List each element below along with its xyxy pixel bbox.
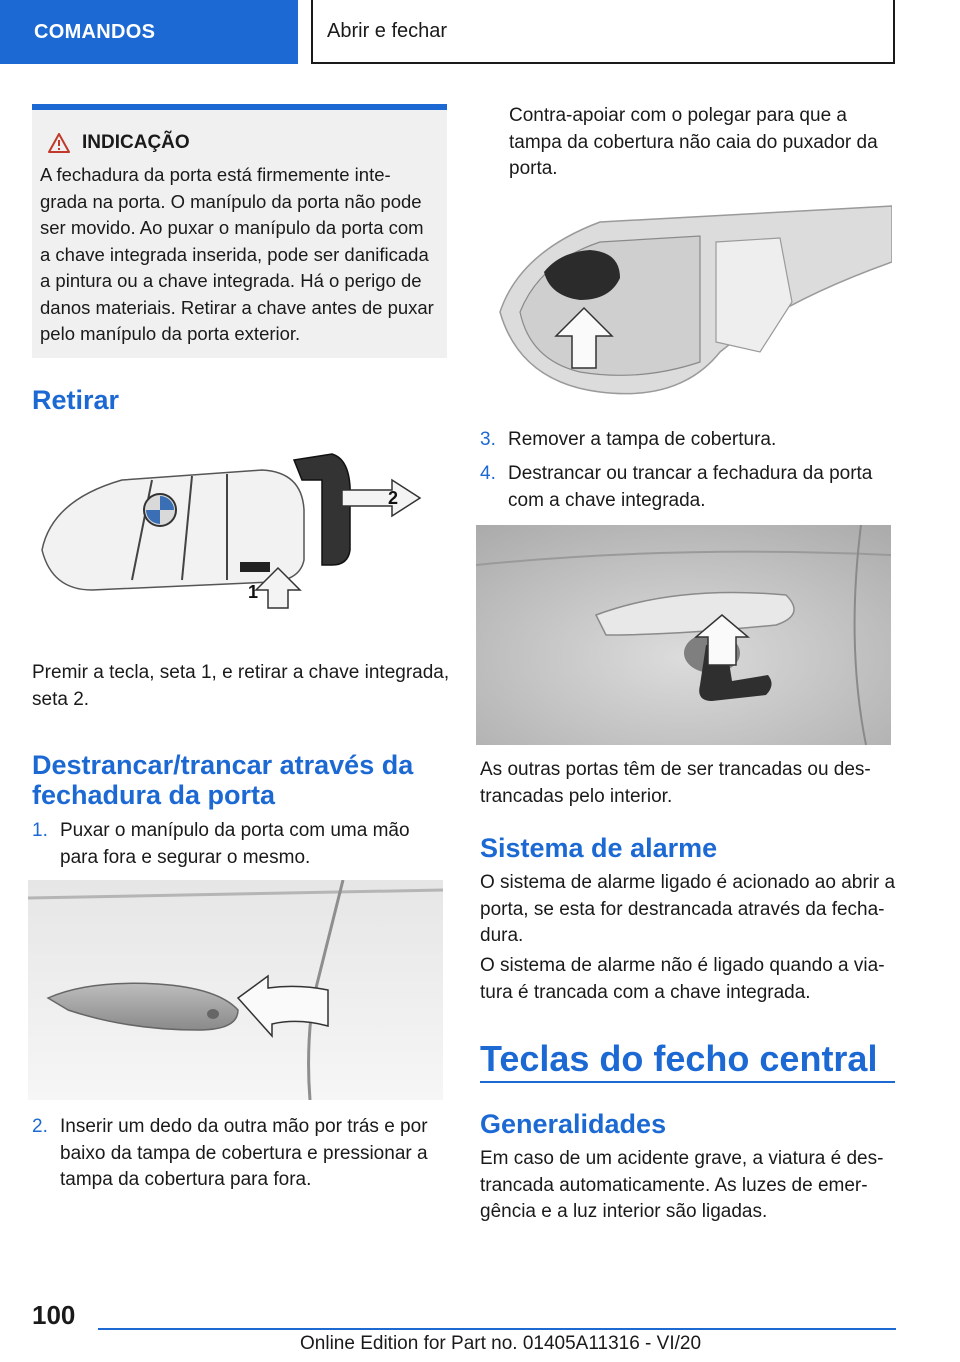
heading-destrancar	[32, 750, 452, 810]
step-2	[32, 1114, 452, 1194]
step-line: Inserir um dedo da outra mão por trás e por	[60, 1116, 428, 1137]
alarm-paragraph-2	[480, 953, 900, 1006]
text-line: Em caso de um acidente grave, a viatura é des-	[480, 1148, 884, 1169]
heading-line: Destrancar/trancar através da	[32, 750, 414, 780]
text-line: Contra-apoiar com o polegar para que a	[509, 105, 847, 126]
text-line: O sistema de alarme ligado é acionado ao abrir a	[480, 872, 896, 893]
heading-alarm: Sistema de alarme	[480, 833, 718, 863]
section-tab	[0, 0, 298, 64]
figure-key-in-lock	[476, 525, 891, 745]
key-fob-illustration	[32, 440, 442, 636]
key-lock-illustration	[476, 525, 891, 745]
text-line: seta 2.	[32, 688, 90, 710]
text-line: Premir a tecla, seta 1, e retirar a chave integrada,	[32, 662, 450, 683]
step-line: tampa da cobertura para fora.	[60, 1169, 312, 1190]
footer-edition: Online Edition for Part no. 01405A11316 - VI/20	[300, 1333, 702, 1354]
step-3	[480, 427, 900, 454]
figure-label-2: 2	[388, 488, 399, 508]
chapter-header	[311, 0, 895, 64]
warning-title-row	[48, 132, 437, 154]
text-line: trancada automaticamente. As luzes de emer-	[480, 1174, 868, 1196]
section-title: COMANDOS	[34, 20, 156, 43]
figure-key-removal	[32, 440, 442, 636]
warning-text	[40, 162, 437, 348]
step-number: 3.	[480, 429, 496, 450]
chapter-title: Abrir e fechar	[327, 19, 448, 42]
text-line: porta.	[509, 158, 558, 179]
step-number: 2.	[32, 1116, 48, 1137]
heading-teclas: Teclas do fecho central	[480, 1038, 878, 1079]
step-4	[480, 461, 900, 514]
warning-box	[32, 104, 447, 358]
warning-line: ser movido. Ao puxar o manípulo da porta com	[40, 217, 424, 238]
step-number: 4.	[480, 463, 496, 484]
other-doors-text	[480, 757, 900, 810]
warning-line: grada na porta. O manípulo da porta não pode	[40, 190, 422, 212]
alarm-paragraph-1	[480, 870, 900, 950]
text-line: O sistema de alarme não é ligado quando a via-	[480, 955, 885, 976]
step-line: Remover a tampa de cobertura.	[508, 429, 777, 450]
footer-rule	[98, 1328, 896, 1330]
warning-line: pelo manípulo da porta exterior.	[40, 323, 301, 344]
page-number: 100	[32, 1300, 76, 1330]
step-line: para fora e segurar o mesmo.	[60, 846, 311, 868]
step-line: Puxar o manípulo da porta com uma mão	[60, 820, 410, 841]
text-line: As outras portas têm de ser trancadas ou des-	[480, 759, 871, 780]
general-text	[480, 1146, 900, 1226]
text-line: gência e a luz interior são ligadas.	[480, 1201, 768, 1222]
heading-general: Generalidades	[480, 1109, 667, 1139]
text-line: porta, se esta for destrancada através da fecha-	[480, 898, 885, 920]
figure-cover-cap	[480, 192, 892, 406]
text-line: trancadas pelo interior.	[480, 785, 673, 807]
step-number: 1.	[32, 820, 48, 841]
warning-line: a chave integrada inserida, pode ser danificada	[40, 243, 429, 265]
text-line: tampa da cobertura não caia do puxador da	[509, 131, 878, 153]
warning-line: danos materiais. Retirar a chave antes de puxar	[40, 296, 434, 318]
step-1	[32, 818, 452, 871]
door-handle-illustration	[28, 880, 443, 1100]
continued-text	[509, 103, 899, 183]
heading-rule	[480, 1081, 895, 1083]
warning-triangle-icon	[48, 133, 70, 153]
heading-retirar: Retirar	[32, 385, 120, 415]
heading-line: fechadura da porta	[32, 780, 276, 810]
warning-line: A fechadura da porta está firmemente inte-	[40, 164, 391, 185]
warning-line: a pintura ou a chave integrada. Há o perigo de	[40, 270, 422, 291]
figure-label-1: 1	[248, 582, 259, 602]
warning-title: INDICAÇÃO	[82, 132, 190, 153]
retirar-text	[32, 660, 452, 713]
step-line: Destrancar ou trancar a fechadura da porta	[508, 463, 873, 484]
step-line: baixo da tampa de cobertura e pressionar a	[60, 1142, 428, 1164]
figure-door-handle-pull	[28, 880, 443, 1100]
step-line: com a chave integrada.	[508, 489, 706, 511]
text-line: dura.	[480, 925, 524, 946]
text-line: tura é trancada com a chave integrada.	[480, 981, 811, 1003]
cover-cap-illustration	[480, 192, 892, 406]
